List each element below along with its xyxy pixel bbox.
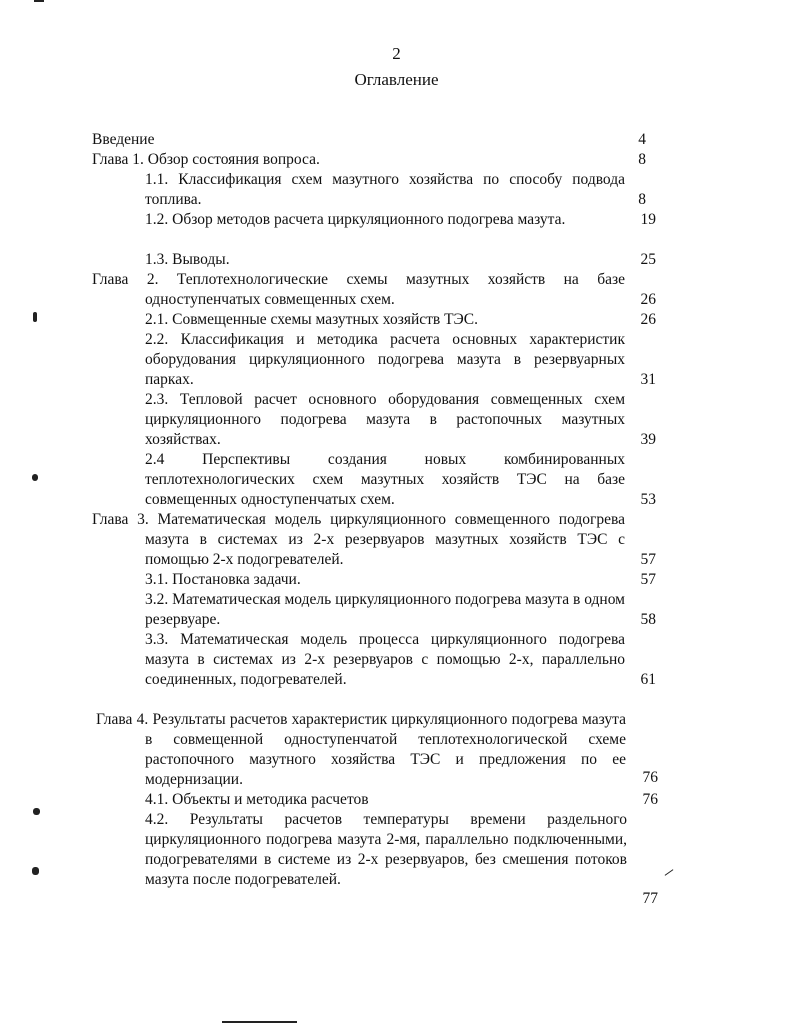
toc-entry-text: Глава 4. Результаты расчетов характеристик циркуляционного подогрева мазута в совмещенной одноступенчатой теплотехнологической схеме растопочного мазутного хозяйства ТЭС и предложения по ее модернизации. — [96, 711, 626, 788]
toc-entry-page: 57 — [640, 571, 656, 588]
toc-entry-page: 4 — [638, 131, 646, 148]
toc-entry-text: 3.2. Математическая модель циркуляционного подогрева мазута в одном резервуаре. — [145, 591, 625, 628]
toc-entry-text: Введение — [92, 131, 155, 148]
scan-mark — [32, 474, 38, 481]
scan-mark — [32, 867, 39, 875]
scan-mark — [665, 869, 674, 876]
toc-entry — [145, 170, 625, 210]
scan-mark — [33, 312, 37, 322]
toc-entry — [145, 570, 445, 590]
toc-entry-page: 76 — [642, 791, 658, 808]
toc-entry — [145, 310, 565, 330]
toc-entry-text: 3.3. Математическая модель процесса циркуляционного подогрева мазута в системах из 2-х резервуаров с помощью 2-х, параллельно соединенных, подогревателей. — [145, 631, 625, 688]
toc-entry — [145, 790, 565, 810]
toc-entry-page: 25 — [640, 251, 656, 268]
toc-entry-page: 76 — [642, 769, 658, 786]
scan-mark — [33, 808, 40, 815]
toc-entry — [92, 510, 625, 570]
toc-entry — [145, 590, 625, 630]
toc-entry-text: Глава 1. Обзор состояния вопроса. — [92, 151, 320, 168]
toc-entry-text: 1.2. Обзор методов расчета циркуляционного подогрева мазута. — [145, 211, 566, 228]
toc-entry-text: 1.1. Классификация схем мазутного хозяйства по способу подвода топлива. — [145, 171, 625, 208]
toc-entry — [92, 270, 625, 310]
toc-entry-page: 8 — [638, 151, 646, 168]
toc-entry — [145, 390, 625, 450]
toc-entry — [145, 210, 625, 230]
toc-entry — [145, 630, 625, 690]
toc-entry — [96, 710, 626, 790]
toc-entry-text: Глава 3. Математическая модель циркуляционного совмещенного подогрева мазута в системах из 2-х резервуаров мазутных хозяйств ТЭС с помощью 2-х подогревателей. — [92, 511, 625, 568]
toc-entry-text: 2.2. Классификация и методика расчета основных характеристик оборудования циркуляционного подогрева мазута в резервуарных парках. — [145, 331, 625, 388]
toc-entry-page: 39 — [640, 431, 656, 448]
toc-entry-text: 2.1. Совмещенные схемы мазутных хозяйств ТЭС. — [145, 311, 479, 328]
toc-entry — [92, 150, 512, 170]
toc-entry-page: 26 — [640, 311, 656, 328]
toc-entry-page: 8 — [638, 191, 646, 208]
toc-entry-text: 2.3. Тепловой расчет основного оборудования совмещенных схем циркуляционного подогрева мазута в растопочных мазутных хозяйствах. — [145, 391, 625, 448]
scan-mark — [34, 0, 44, 2]
toc-entry-page: 26 — [640, 291, 656, 308]
toc-entry-text: 4.2. Результаты расчетов температуры времени раздельного циркуляционного подогрева мазута 2-мя, параллельно подключенными, подогревателями в системе из 2-х резервуаров, без смешения потоков мазута после подогревателей. — [145, 811, 627, 888]
toc-entry-text: 2.4 Перспективы создания новых комбинированных теплотехнологических схем мазутных хозяйств ТЭС на базе совмещенных одноступенчатых схем. — [145, 451, 625, 508]
toc-entry-text: 1.3. Выводы. — [145, 251, 230, 268]
toc-entry-page: 53 — [640, 491, 656, 508]
toc-entry-page: 58 — [640, 611, 656, 628]
page-number: 2 — [392, 44, 401, 63]
toc-entry — [145, 250, 445, 270]
toc-entry-page: 19 — [640, 211, 656, 228]
toc-entry — [145, 450, 625, 510]
toc-entry — [145, 330, 625, 390]
toc-title: Оглавление — [354, 70, 439, 89]
toc-entry-text: 3.1. Постановка задачи. — [145, 571, 301, 588]
toc-entry — [92, 130, 362, 150]
toc-entry-text: 4.1. Объекты и методика расчетов — [145, 791, 369, 808]
toc-entry — [145, 810, 627, 890]
toc-entry-page: 77 — [642, 890, 658, 907]
toc-entry-text: Глава 2. Теплотехнологические схемы мазутных хозяйств на базе одноступенчатых совмещенных схем. — [92, 271, 625, 308]
scan-mark — [222, 1021, 297, 1023]
toc-entry-page: 31 — [640, 371, 656, 388]
toc-entry-page: 57 — [640, 551, 656, 568]
toc-entry-page: 61 — [640, 671, 656, 688]
